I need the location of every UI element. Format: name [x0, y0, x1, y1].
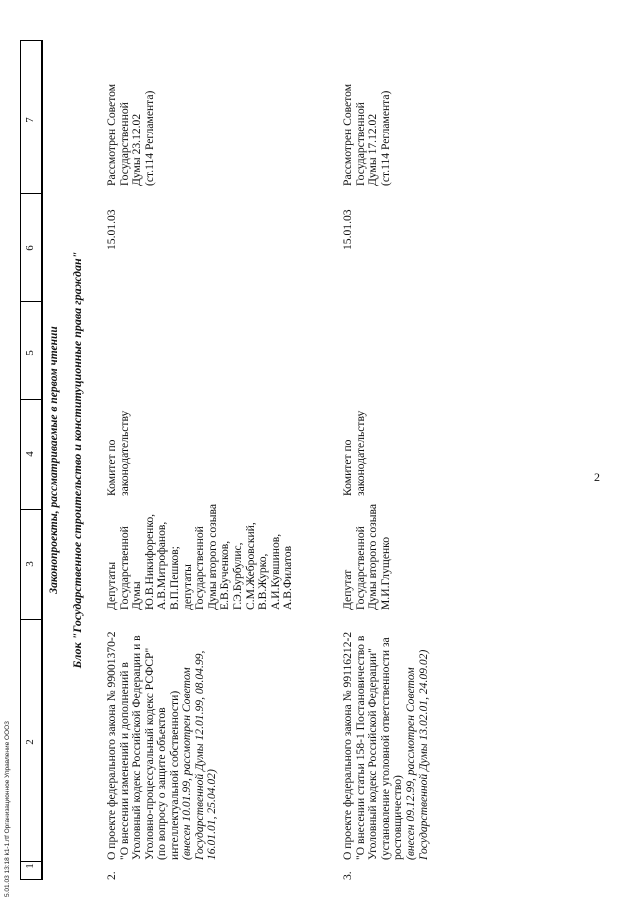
col-header-6: 6: [24, 245, 36, 251]
row-number: 2.: [105, 871, 118, 880]
responsible-committee: Комитет по законодательству: [105, 410, 131, 496]
council-status: Рассмотрен Советом Государственной Думы 17.12.02 (ст.114 Регламента): [341, 83, 392, 186]
bill-title: О проекте федерального закона № 99001370-2 "О внесении изменений и дополнений в Уголовный кодекс Российской Федерации и в Уголовно-процессуальный кодекс РСФСР" (по вопросу о защите объектов интеллектуальной собственности): [105, 631, 181, 860]
header-bottom-border: [41, 40, 43, 880]
col-header-2: 2: [24, 739, 36, 745]
council-status: Рассмотрен Советом Государственной Думы 23.12.02 (ст.114 Регламента): [105, 83, 156, 186]
section-title: Законопроекты, рассматриваемые в первом чтении: [48, 326, 60, 594]
page-number: 2: [594, 470, 600, 484]
bill-initiator: Депутаты Государственной Думы Ю.В.Никифоренко, А.В.Митрофанов, В.П.Пешков; депутаты Государственной Думы второго созыва Е.В.Бученков, Г.Э.Бурбулис, С.М.Жебровский, В.В.Журко, А.И.Кувшинов, А.В.Филатов: [105, 503, 295, 610]
col-divider: [20, 509, 42, 510]
review-date: 15.01.03: [341, 209, 354, 250]
col-divider: [20, 301, 42, 302]
bill-initiator: Депутат Государственной Думы второго созыва М.И.Глущенко: [341, 503, 392, 610]
block-title: Блок "Государственное строительство и конституционные права граждан": [70, 251, 84, 669]
row-number: 3.: [341, 871, 354, 880]
col-header-7: 7: [24, 117, 36, 123]
col-divider: [20, 40, 42, 41]
col-header-4: 4: [24, 451, 36, 457]
bill-title: О проекте федерального закона № 99116212-2 "О внесении статьи 158-1 Постановичество в Уголовный кодекс Российской Федерации" (установление уголовной ответственности за ростовщичество): [341, 631, 405, 860]
col-divider: [20, 193, 42, 194]
review-date: 15.01.03: [105, 209, 118, 250]
bill-note: (внесен 10.01.99, рассмотрен Советом Государственной Думы 12.01.99, 08.04.99, 16.01.01, 25.04.02): [180, 650, 219, 860]
responsible-committee: Комитет по законодательству: [341, 410, 367, 496]
col-divider: [20, 399, 42, 400]
agenda-table: [20, 20, 620, 880]
col-divider: [20, 879, 42, 880]
col-header-1: 1: [24, 863, 36, 869]
col-divider: [20, 619, 42, 620]
col-header-5: 5: [24, 350, 36, 356]
print-footer: 5.01.03 13:18 k1-1.rtf Организационное Управление ООО3: [4, 721, 11, 897]
col-header-3: 3: [24, 561, 36, 567]
bill-note: (внесен 09.12.99, рассмотрен Советом Государственной Думы 13.02.01, 24.09.02): [404, 649, 430, 860]
